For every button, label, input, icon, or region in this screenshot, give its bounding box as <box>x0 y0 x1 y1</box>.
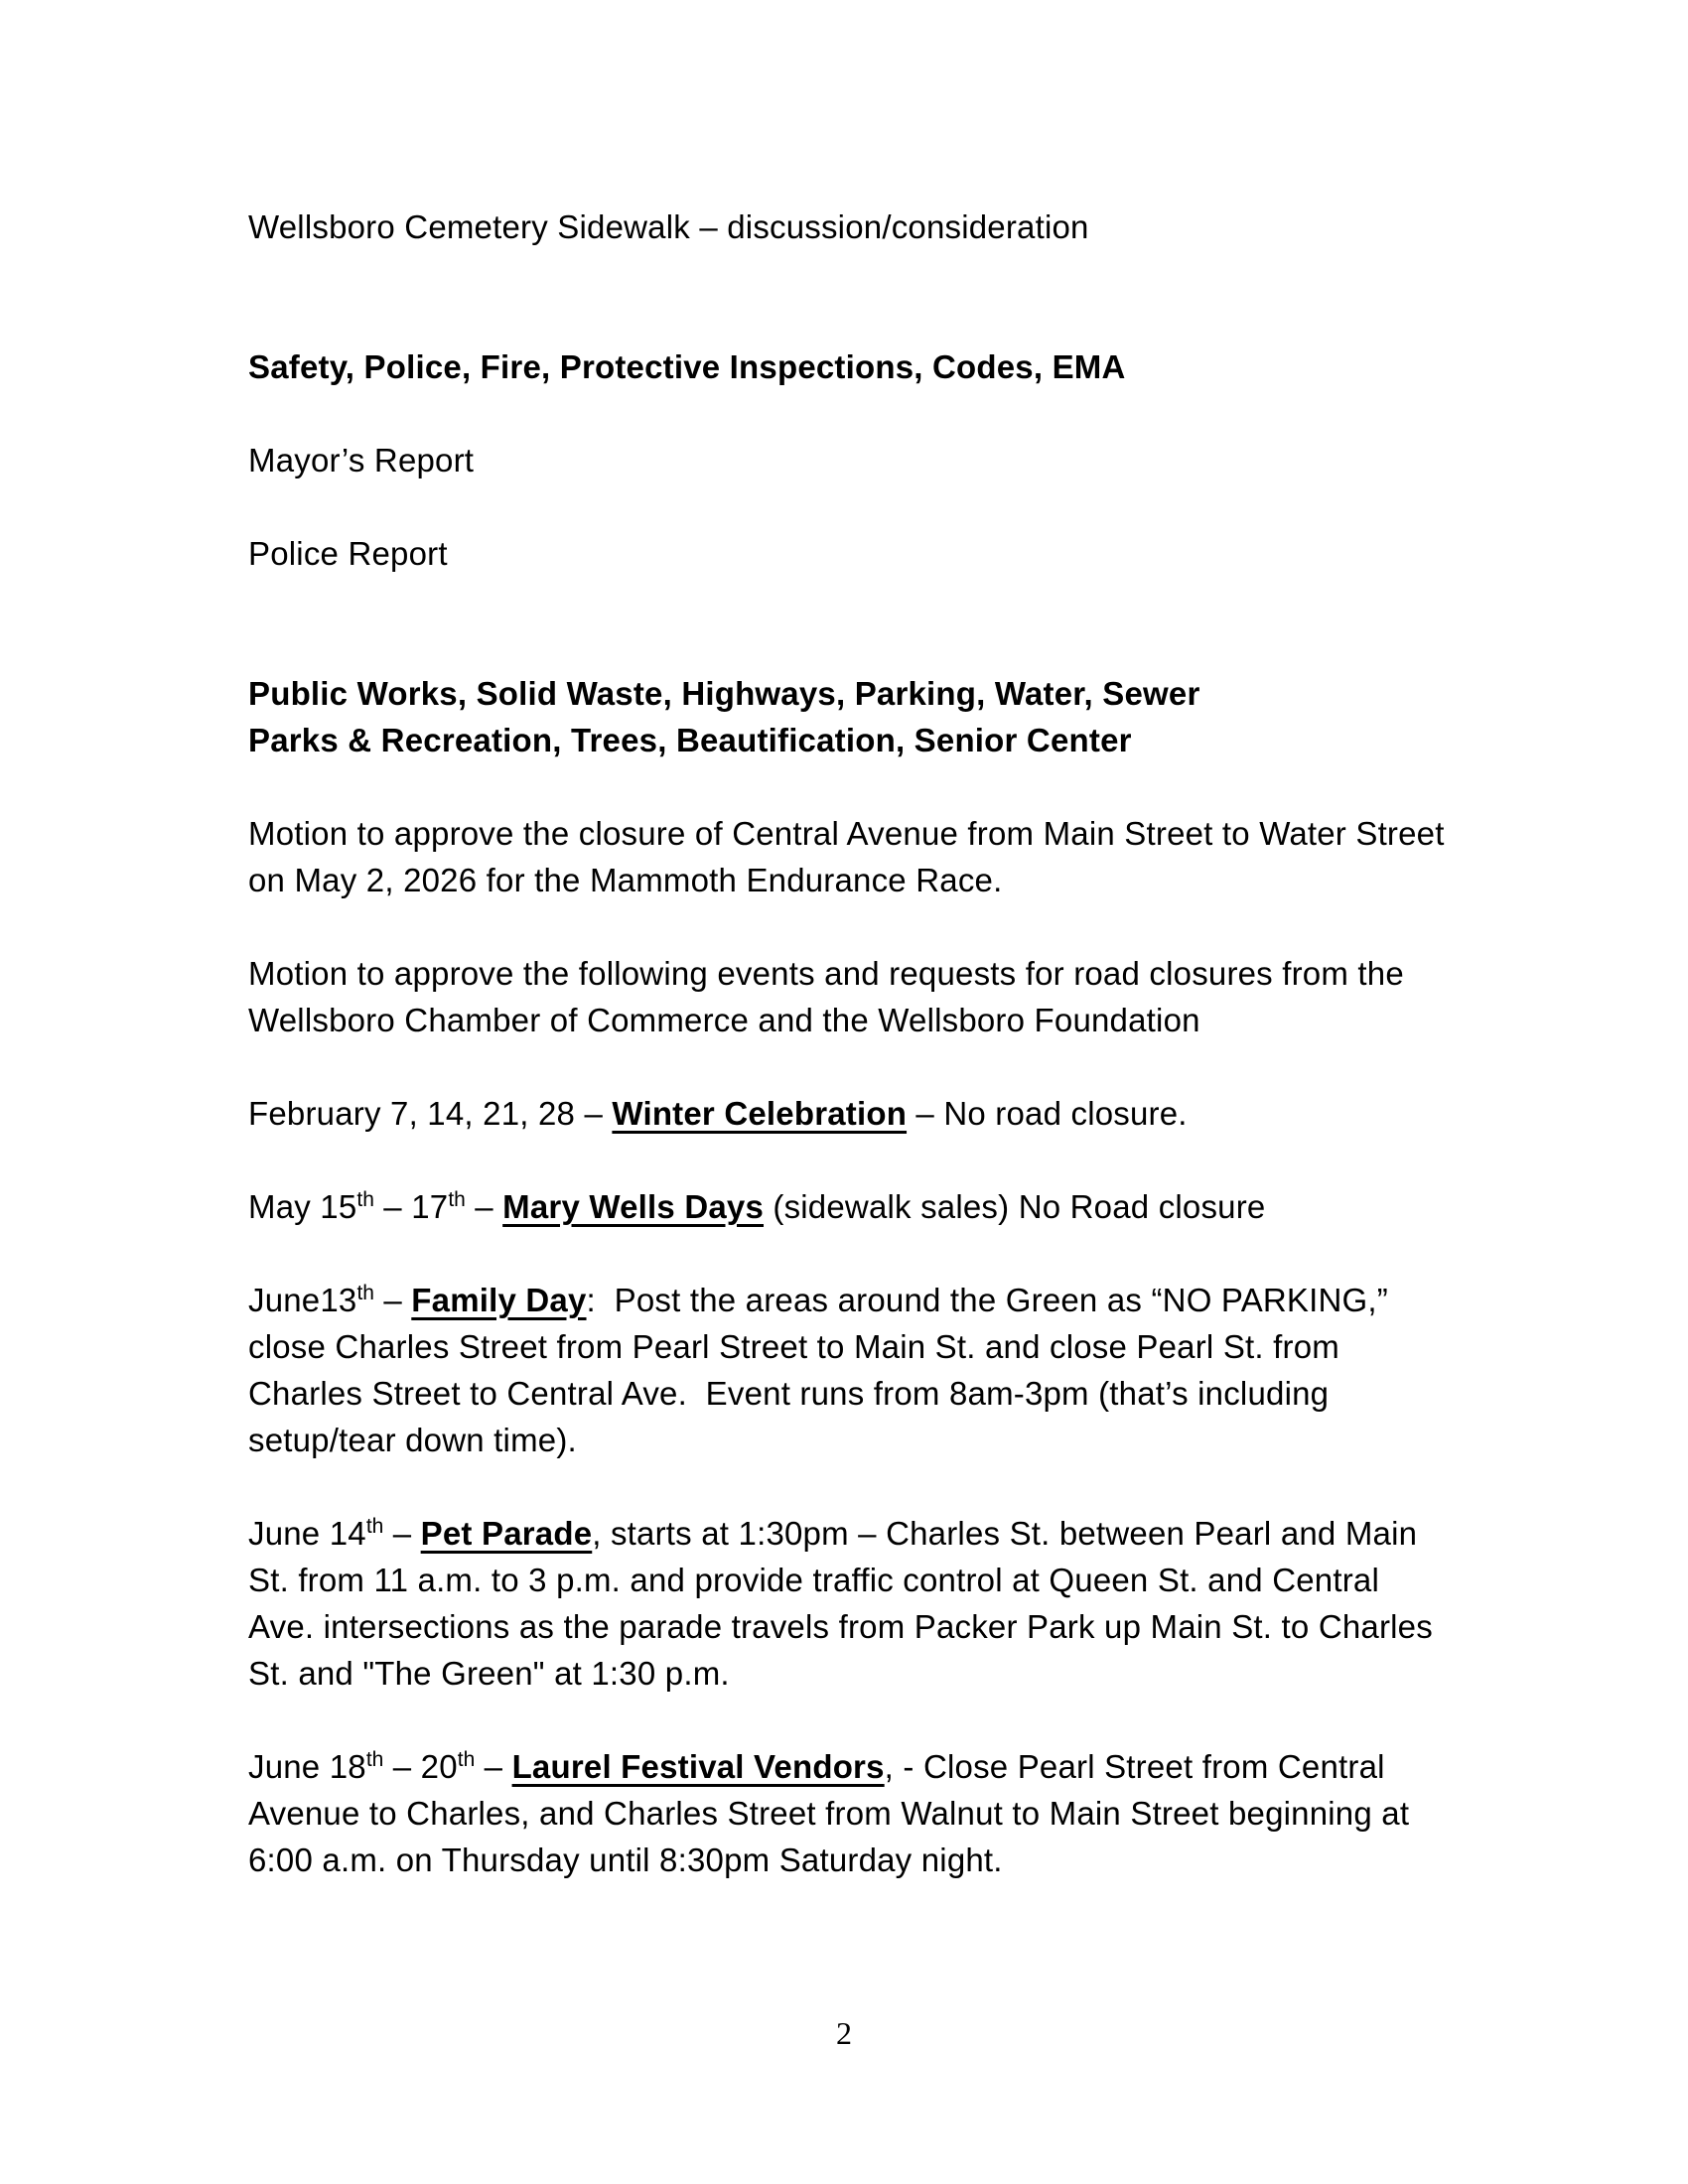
text-segment: June 14 <box>248 1515 366 1552</box>
text-segment: (sidewalk sales) No Road closure <box>764 1188 1266 1225</box>
text-segment: – No road closure. <box>907 1095 1188 1132</box>
text-segment: June13 <box>248 1282 357 1318</box>
page-number: 2 <box>836 2015 852 2051</box>
superscript-ordinal: th <box>448 1188 466 1211</box>
text-segment: – <box>383 1515 421 1552</box>
text-segment: – <box>475 1748 512 1785</box>
text-segment: , starts at 1:30pm – Charles St. between Pearl and Main St. from 11 a.m. to 3 p.m. and provide traffic control at Queen St. and Central Ave. intersections as the parade travels from Packer Park up Main St. to Charles St. and "The Green" at 1:30 p.m. <box>248 1515 1443 1692</box>
superscript-ordinal: th <box>365 1748 384 1771</box>
event-june13-family-day <box>248 1277 1445 1463</box>
text-segment: : Post the areas around the Green as “NO PARKING,” close Charles Street from Pearl Street to Main St. and close Pearl St. from Charles Street to Central Ave. Event runs from 8am-3pm (that’s including setup/tear down time). <box>248 1282 1398 1458</box>
motion-central-avenue-closure: Motion to approve the closure of Central Avenue from Main Street to Water Street on May 2, 2026 for the Mammoth Endurance Race. <box>248 815 1454 898</box>
event-title: Laurel Festival Vendors <box>511 1748 885 1785</box>
event-february-winter-celebration <box>248 1090 1445 1137</box>
text-segment: , - Close Pearl Street from Central Avenue to Charles, and Charles Street from Walnut to Main Street beginning at 6:00 a.m. on Thursday until 8:30pm Saturday night. <box>248 1748 1419 1878</box>
event-june14-pet-parade <box>248 1510 1445 1697</box>
event-june18-laurel-festival-vendors <box>248 1743 1445 1883</box>
event-title: Pet Parade <box>420 1515 593 1552</box>
document-body <box>248 204 1454 1883</box>
agenda-item-mayors-report: Mayor’s Report <box>248 442 475 478</box>
superscript-ordinal: th <box>356 1282 374 1304</box>
event-may-mary-wells-days <box>248 1183 1445 1230</box>
section-heading-safety: Safety, Police, Fire, Protective Inspections, Codes, EMA <box>248 348 1126 385</box>
text-segment: – 17 <box>373 1188 449 1225</box>
text-segment: May 15 <box>248 1188 357 1225</box>
text-segment: – <box>465 1188 503 1225</box>
text-segment: – 20 <box>383 1748 458 1785</box>
agenda-item-police-report: Police Report <box>248 535 448 572</box>
superscript-ordinal: th <box>365 1515 384 1538</box>
superscript-ordinal: th <box>356 1188 374 1211</box>
superscript-ordinal: th <box>457 1748 476 1771</box>
section-heading-line2: Parks & Recreation, Trees, Beautification, Senior Center <box>248 722 1132 758</box>
section-heading-public-works <box>248 670 1445 763</box>
motion-events-road-closures: Motion to approve the following events and requests for road closures from the Wellsboro Chamber of Commerce and the Wellsboro Foundation <box>248 955 1414 1038</box>
event-title: Mary Wells Days <box>502 1188 765 1225</box>
text-segment: February 7, 14, 21, 28 – <box>248 1095 613 1132</box>
text-segment: – <box>373 1282 412 1318</box>
text-segment: June 18 <box>248 1748 366 1785</box>
event-title: Family Day <box>411 1282 587 1318</box>
event-title: Winter Celebration <box>612 1095 908 1132</box>
section-heading-line1: Public Works, Solid Waste, Highways, Parking, Water, Sewer <box>248 675 1200 712</box>
agenda-item-cemetery-sidewalk: Wellsboro Cemetery Sidewalk – discussion/consideration <box>248 208 1089 245</box>
